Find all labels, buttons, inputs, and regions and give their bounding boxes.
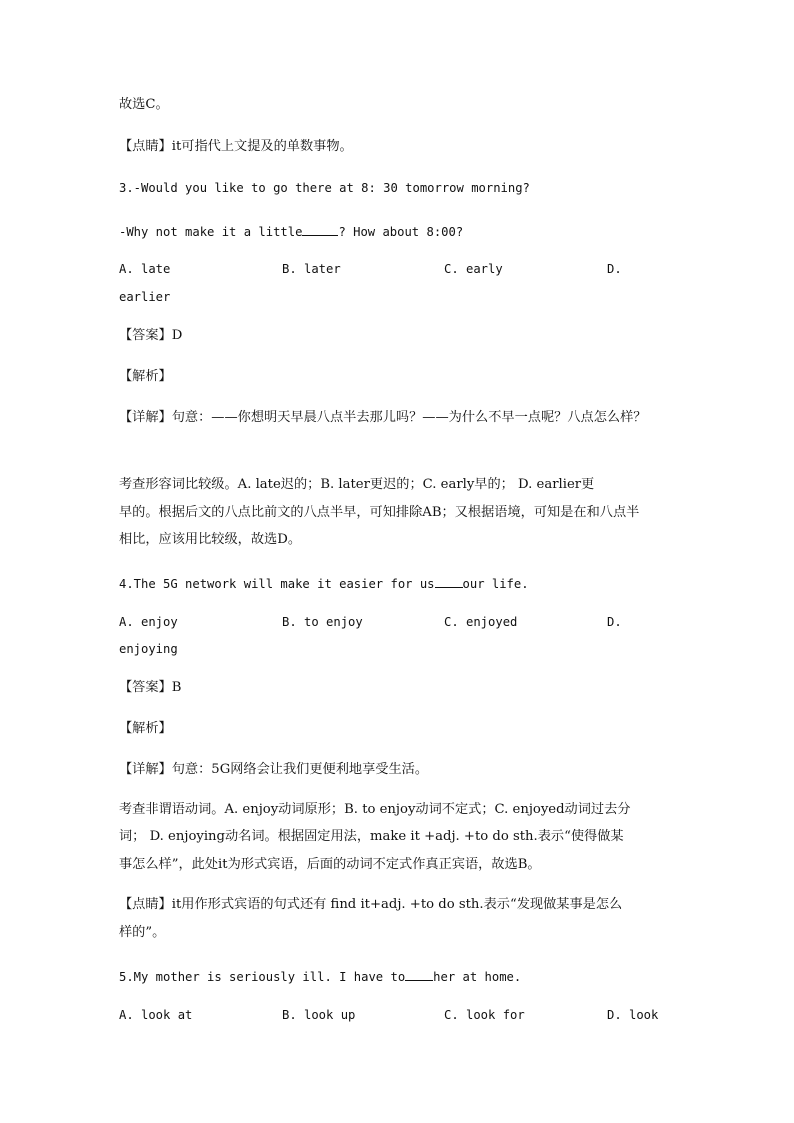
question-4-tip-2: 样的”。: [119, 925, 166, 940]
question-3-option-c: C. early: [444, 262, 503, 276]
question-3-line2-after: ? How about 8:00?: [338, 225, 464, 239]
question-4-option-b: B. to enjoy: [282, 615, 363, 629]
question-3-explanation-2: 早的。根据后文的八点比前文的八点半早，可知排除AB；又根据语境，可知是在和八点半: [119, 505, 640, 520]
question-3-line2-before: -Why not make it a little: [119, 225, 303, 239]
answer-blank: [435, 575, 463, 588]
question-4-option-a: A. enjoy: [119, 615, 178, 629]
question-5-stem: [119, 968, 521, 983]
question-3-line2: [119, 223, 463, 238]
question-3-option-a: A. late: [119, 262, 171, 276]
question-4-detail: 【详解】句意：5G网络会让我们更便利地享受生活。: [119, 762, 429, 777]
question-3-answer: 【答案】D: [119, 328, 183, 343]
question-3-explanation-1: 考查形容词比较级。A. late迟的；B. later更迟的；C. early早的； D. earlier更: [119, 477, 595, 492]
question-5-stem-before: 5.My mother is seriously ill. I have to: [119, 970, 406, 984]
question-3-stem: 3.-Would you like to go there at 8: 30 tomorrow morning?: [119, 181, 530, 195]
question-3-detail: 【详解】句意：——你想明天早晨八点半去那儿吗？——为什么不早一点呢？八点怎么样？: [119, 410, 647, 425]
question-4-analysis-heading: 【解析】: [119, 721, 172, 736]
question-4-explanation-3: 事怎么样”，此处it为形式宾语，后面的动词不定式作真正宾语，故选B。: [119, 857, 541, 872]
question-4-stem-after: our life.: [462, 577, 529, 591]
question-4-explanation-1: 考查非谓语动词。A. enjoy动词原形；B. to enjoy动词不定式；C. enjoyed动词过去分: [119, 802, 631, 817]
question-5-stem-after: her at home.: [433, 970, 522, 984]
question-5-option-c: C. look for: [444, 1008, 525, 1022]
answer-conclusion: 故选C。: [119, 97, 169, 112]
question-4-answer: 【答案】B: [119, 680, 182, 695]
question-3-option-b: B. later: [282, 262, 341, 276]
question-4-stem-before: 4.The 5G network will make it easier for us: [119, 577, 435, 591]
question-4-option-c: C. enjoyed: [444, 615, 518, 629]
answer-blank: [405, 968, 433, 981]
answer-blank: [302, 223, 338, 236]
question-3-explanation-3: 相比，应该用比较级，故选D。: [119, 532, 302, 547]
question-4-option-d-text: enjoying: [119, 642, 178, 656]
question-4-tip-1: 【点睛】it用作形式宾语的句式还有 find it+adj. +to do sth.表示“发现做某事是怎么: [119, 897, 623, 912]
tip-note: 【点睛】it可指代上文提及的单数事物。: [119, 139, 353, 154]
question-4-explanation-2: 词； D. enjoying动名词。根据固定用法，make it +adj. +to do sth.表示“使得做某: [119, 829, 624, 844]
question-3-option-d: D.: [607, 262, 622, 276]
question-5-option-d: D. look: [607, 1008, 659, 1022]
question-5-option-a: A. look at: [119, 1008, 193, 1022]
question-4-option-d: D.: [607, 615, 622, 629]
question-5-option-b: B. look up: [282, 1008, 356, 1022]
question-3-option-d-text: earlier: [119, 290, 171, 304]
question-4-stem: [119, 575, 529, 590]
question-3-analysis-heading: 【解析】: [119, 369, 172, 384]
